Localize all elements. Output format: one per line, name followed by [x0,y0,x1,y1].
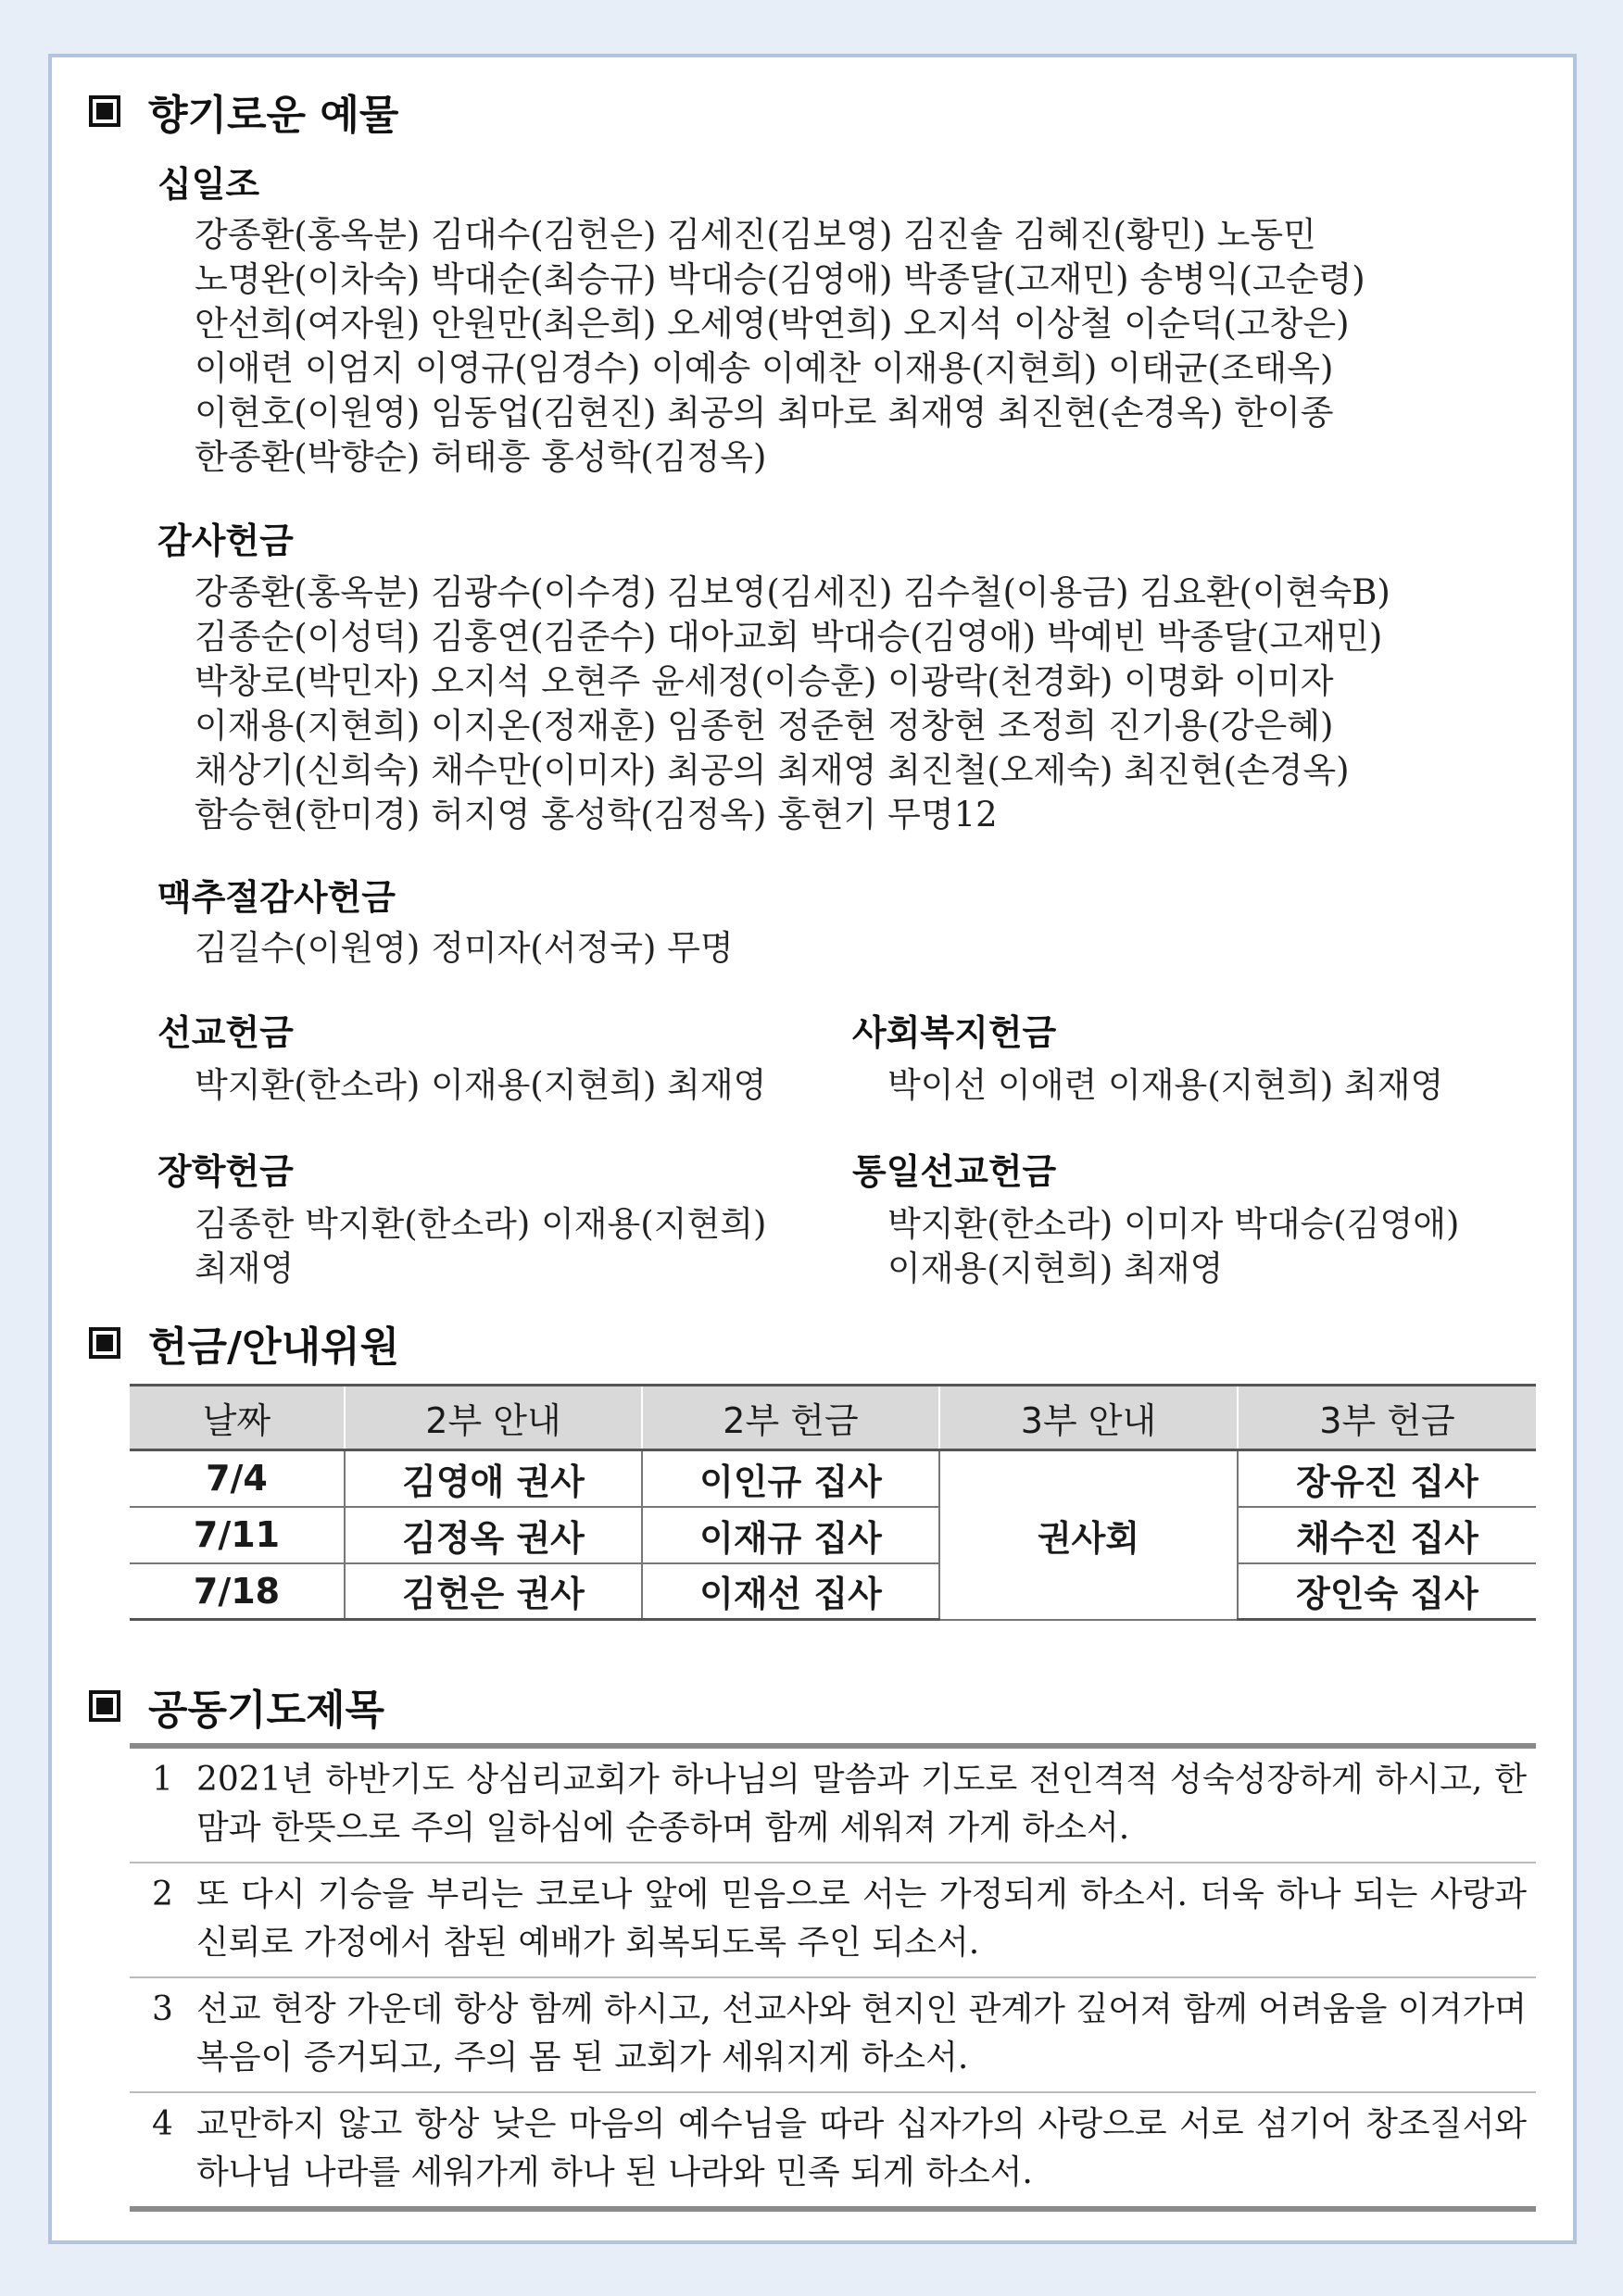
offer2-cell: 이재선 집사 [642,1563,939,1620]
prayer-text: 교만하지 않고 항상 낮은 마음의 예수님을 따라 십자가의 사랑으로 서로 섬기어 창조질서와 하나님 나라를 세워가게 하나 된 나라와 민족 되게 하소서. [196,2105,1527,2191]
table-row [130,1507,1536,1563]
prayer-text: 또 다시 기승을 부리는 코로나 앞에 믿음으로 서는 가정되게 하소서. 더욱 하나 되는 사랑과 신뢰로 가정에서 참된 예배가 회복되도록 주인 되소서. [196,1876,1527,1962]
date-cell: 7/11 [130,1507,345,1563]
name-line: 이재용(지현희) 최재영 [887,1248,1224,1288]
name-line: 함승현(한미경) 허지영 홍성학(김정옥) 홍현기 무명12 [195,795,998,834]
name-line: 이재용(지현희) 이지온(정재훈) 임종헌 정준현 정창현 조정희 진기용(강은혜) [195,706,1334,746]
offer3-cell: 장유진 집사 [1238,1450,1536,1507]
list-item [130,1749,1536,1863]
list-item [130,1978,1536,2093]
column-header: 날짜 [130,1386,345,1450]
table-row [130,1450,1536,1507]
square-bullet-icon [89,1327,120,1359]
name-line: 채상기(신희숙) 채수만(이미자) 최공의 최재영 최진철(오제숙) 최진현(손경옥) [195,750,1350,790]
prayer-list [130,1743,1536,2212]
square-bullet-icon [89,95,120,127]
name-line: 이애련 이엄지 이영규(임경수) 이예송 이예찬 이재용(지현희) 이태균(조태옥) [195,348,1334,388]
name-line: 박지환(한소라) 이재용(지현희) 최재영 [195,1065,767,1105]
harvest-title: 맥추절감사헌금 [157,877,396,918]
duty-section-heading [89,1313,399,1373]
column-header: 3부 헌금 [1238,1386,1536,1450]
scholarship-names [195,1202,766,1291]
offerings-section-heading [89,82,398,141]
name-line: 김종한 박지환(한소라) 이재용(지현희) [195,1204,767,1244]
prayer-text: 2021년 하반기도 상심리교회가 하나님의 말씀과 기도로 전인격적 성숙성장하게 하시고, 한맘과 한뜻으로 주의 일하심에 순종하며 함께 세워져 가게 하소서. [196,1761,1527,1847]
guide2-cell: 김정옥 권사 [345,1507,642,1563]
duty-table [130,1384,1536,1621]
mission-names [195,1063,766,1108]
prayer-text: 선교 현장 가운데 항상 함께 하시고, 선교사와 현지인 관계가 깊어져 함께 어려움을 이겨가며 복음이 증거되고, 주의 몸 된 교회가 세워지게 하소서. [196,1990,1527,2076]
welfare-title: 사회복지헌금 [852,1012,1057,1053]
name-line: 강종환(홍옥분) 김광수(이수경) 김보영(김세진) 김수철(이용금) 김요환(이현숙B) [195,572,1390,612]
column-header: 2부 안내 [345,1386,642,1450]
name-line: 박지환(한소라) 이미자 박대승(김영애) [887,1204,1460,1244]
unification-title: 통일선교헌금 [852,1151,1057,1192]
prayer-number: 4 [152,2105,173,2143]
name-line: 이현호(이원영) 임동업(김현진) 최공의 최마로 최재영 최진현(손경옥) 한이종 [195,393,1334,433]
name-line: 김종순(이성덕) 김홍연(김준수) 대아교회 박대승(김영애) 박예빈 박종달(고재민) [195,617,1383,657]
thanks-names [195,571,1390,837]
harvest-names [195,926,734,971]
column-header: 3부 안내 [939,1386,1238,1450]
name-line: 최재영 [195,1248,295,1288]
guide2-cell: 김영애 권사 [345,1450,642,1507]
list-item [130,2093,1536,2206]
name-line: 김길수(이원영) 정미자(서정국) 무명 [195,928,734,968]
tithe-title: 십일조 [157,164,260,205]
table-row [130,1563,1536,1620]
name-line: 박창로(박민자) 오지석 오현주 윤세정(이승훈) 이광락(천경화) 이명화 이미자 [195,661,1334,701]
prayer-heading-text: 공동기도제목 [148,1687,385,1734]
offer3-cell: 채수진 집사 [1238,1507,1536,1563]
offer2-cell: 이인규 집사 [642,1450,939,1507]
welfare-names [887,1063,1443,1108]
guide3-merged-cell: 권사회 [939,1450,1238,1620]
date-cell: 7/18 [130,1563,345,1620]
date-cell: 7/4 [130,1450,345,1507]
name-line: 안선희(여자원) 안원만(최은희) 오세영(박연희) 오지석 이상철 이순덕(고창은) [195,304,1350,344]
guide2-cell: 김헌은 권사 [345,1563,642,1620]
mission-title: 선교헌금 [157,1012,294,1053]
prayer-number: 2 [152,1876,173,1913]
list-item [130,1863,1536,1978]
name-line: 노명완(이차숙) 박대순(최승규) 박대승(김영애) 박종달(고재민) 송병익(고순령) [195,259,1365,299]
offerings-heading-text: 향기로운 예물 [148,92,399,139]
unification-names [887,1202,1459,1291]
tithe-names [195,213,1365,480]
name-line: 박이선 이애련 이재용(지현희) 최재영 [887,1065,1444,1105]
offer3-cell: 장인숙 집사 [1238,1563,1536,1620]
prayer-number: 3 [152,1990,173,2028]
prayer-section-heading [89,1676,384,1736]
name-line: 강종환(홍옥분) 김대수(김헌은) 김세진(김보영) 김진솔 김혜진(황민) 노동민 [195,215,1316,255]
duty-heading-text: 헌금/안내위원 [148,1324,400,1371]
square-bullet-icon [89,1690,120,1722]
column-header: 2부 헌금 [642,1386,939,1450]
scholarship-title: 장학헌금 [157,1151,294,1192]
thanks-title: 감사헌금 [157,521,294,561]
offer2-cell: 이재규 집사 [642,1507,939,1563]
name-line: 한종환(박향순) 허태흥 홍성학(김정옥) [195,437,767,477]
table-header-row [130,1386,1536,1450]
prayer-number: 1 [152,1761,173,1799]
